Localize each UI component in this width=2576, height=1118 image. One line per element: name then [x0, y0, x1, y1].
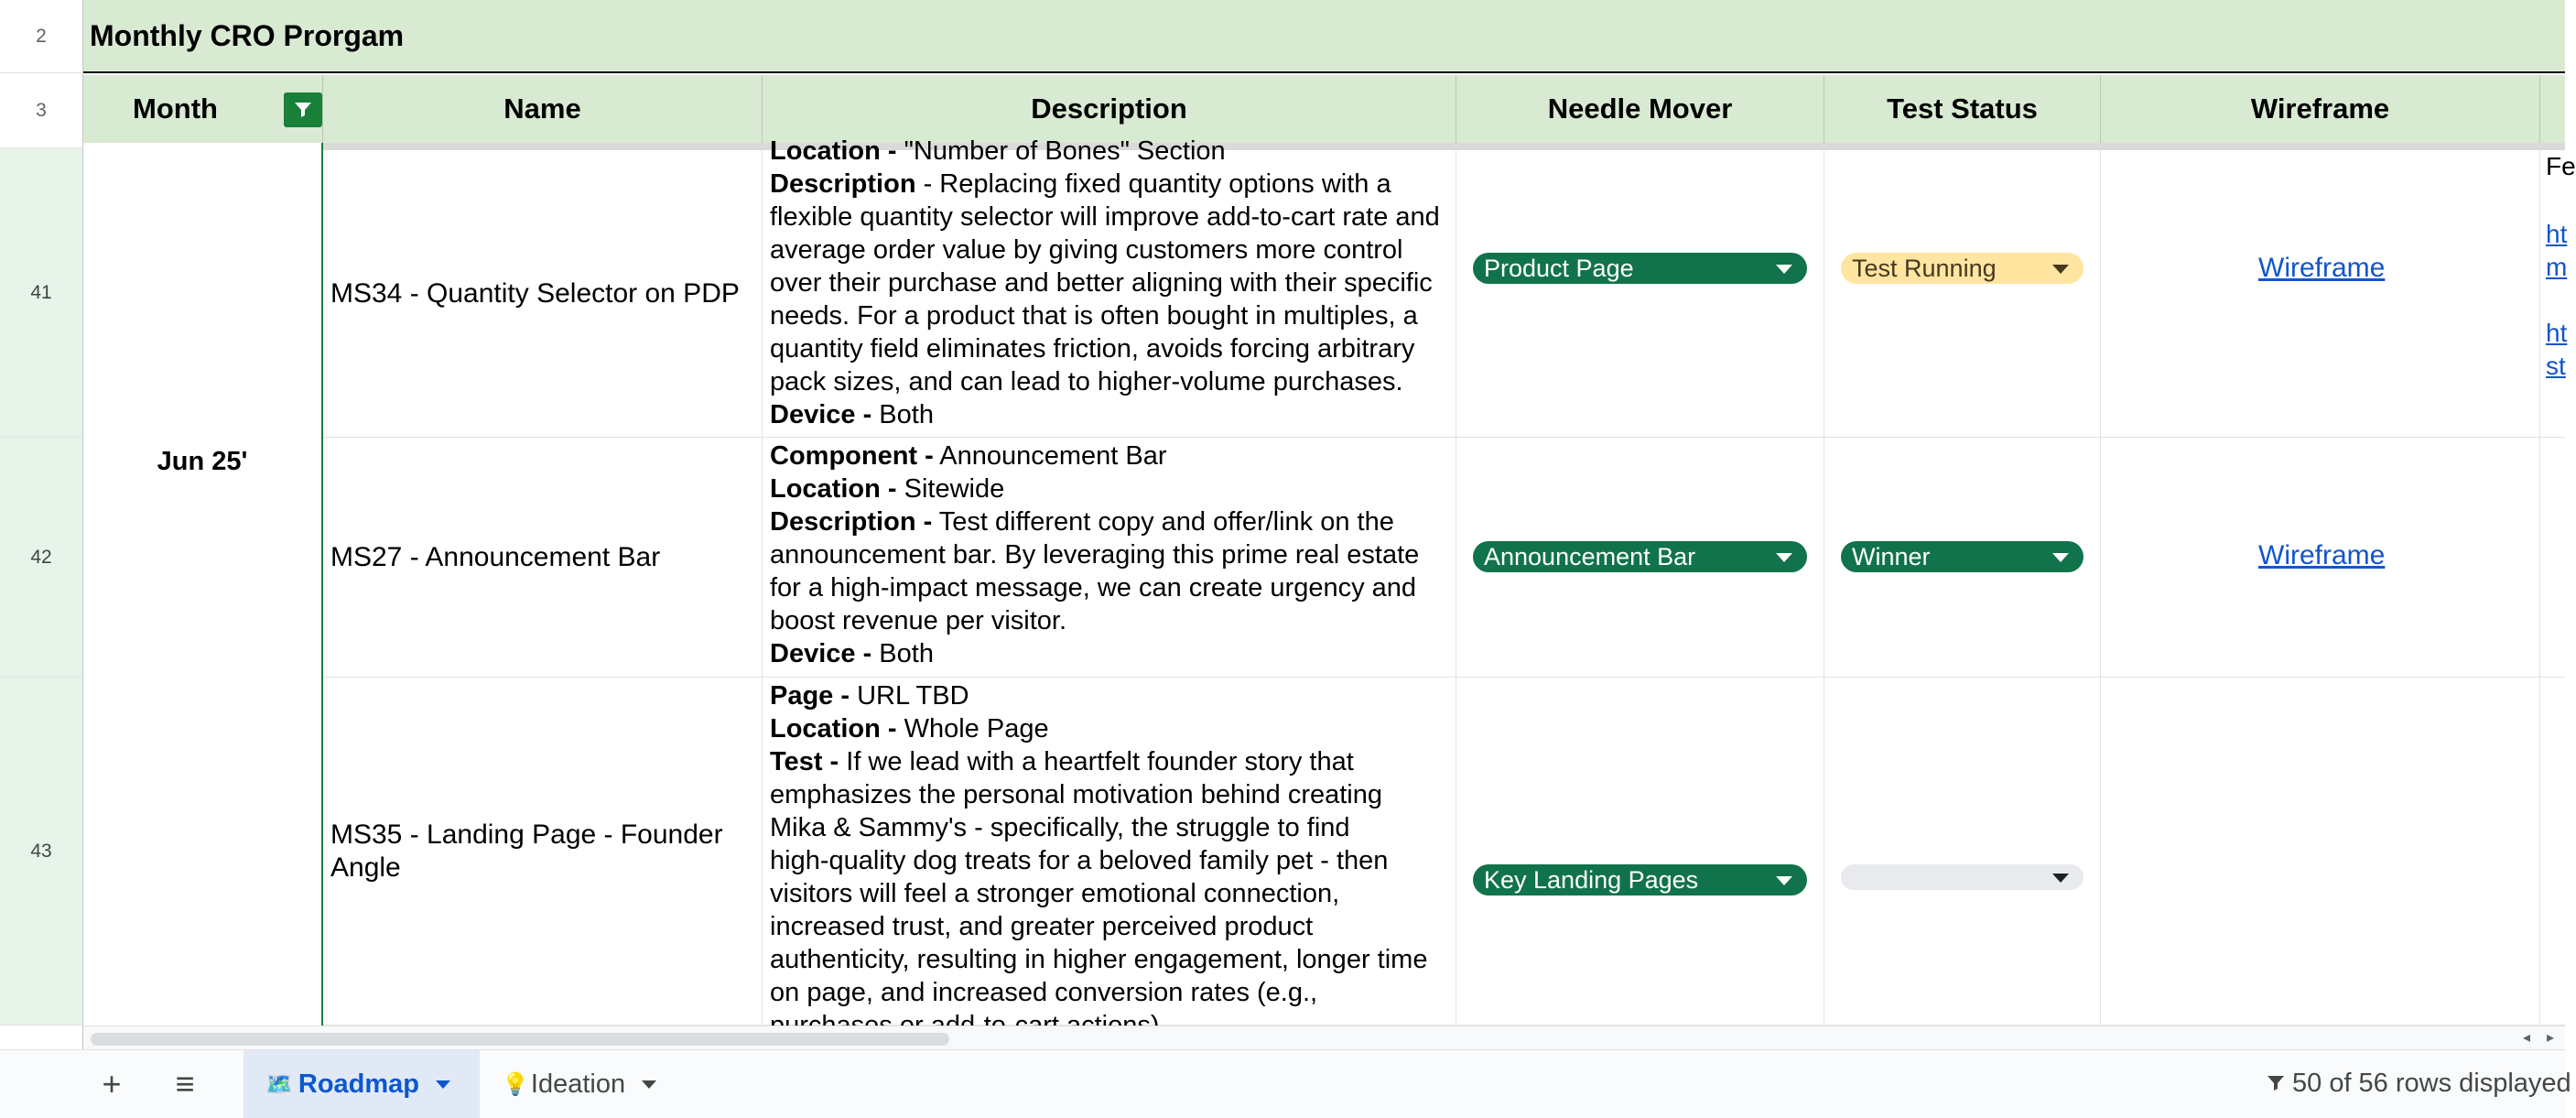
- scrollbar-thumb[interactable]: [91, 1033, 949, 1046]
- tab-ideation[interactable]: [480, 1050, 681, 1118]
- row-number-label: 43: [30, 840, 52, 862]
- description-line: quantity field eliminates friction, avoids forcing arbitrary: [770, 334, 1415, 364]
- description-body: [770, 679, 1448, 1042]
- next-column-cell-row-41[interactable]: [2540, 150, 2576, 438]
- sheet-title: Monthly CRO Prorgam: [90, 18, 405, 52]
- scroll-right-icon[interactable]: ▸: [2547, 1030, 2555, 1046]
- tab-ideation-label: Ideation: [530, 1069, 626, 1099]
- page-label: Page -: [770, 681, 850, 711]
- lightbulb-icon: 💡: [502, 1071, 529, 1097]
- description-label: Description: [770, 169, 916, 199]
- component-line: [770, 440, 1448, 472]
- description-line: [770, 505, 1448, 538]
- device-value: Both: [871, 400, 934, 429]
- device-value: Both: [871, 639, 934, 668]
- test-name-line: MS35 - Landing Page - Founder: [330, 819, 723, 850]
- row-number-label: 2: [36, 25, 47, 47]
- wireframe-link[interactable]: Wireframe: [2258, 253, 2386, 283]
- device-label: Device -: [770, 400, 872, 429]
- header-month-label: Month: [133, 92, 218, 125]
- description-line: needs. For a product that is often bought in multiples, a: [770, 301, 1418, 331]
- page-line: [770, 679, 1448, 712]
- header-needle-mover[interactable]: [1456, 75, 1824, 143]
- partial-link[interactable]: ht: [2546, 220, 2568, 248]
- header-test-status[interactable]: [1824, 75, 2101, 143]
- row-number-41[interactable]: [0, 148, 83, 438]
- next-column-cell-row-42[interactable]: [2540, 438, 2565, 678]
- needle-mover-value: Product Page: [1484, 254, 1634, 282]
- page-value: URL TBD: [850, 681, 969, 711]
- location-label: Location -: [770, 136, 897, 166]
- chevron-down-icon[interactable]: [436, 1080, 450, 1089]
- map-icon: 🗺️: [265, 1071, 293, 1097]
- test-line: visitors will feel a stronger emotional connection,: [770, 879, 1340, 908]
- partial-link[interactable]: st: [2546, 352, 2566, 380]
- test-line: high-quality dog treats for a beloved family pet - then: [770, 846, 1389, 875]
- test-status-dropdown[interactable]: [1841, 541, 2084, 572]
- needle-mover-dropdown[interactable]: [1473, 541, 1807, 572]
- test-name: MS27 - Announcement Bar: [330, 541, 661, 572]
- test-line: [770, 745, 1448, 778]
- row-number-42[interactable]: [0, 438, 83, 678]
- header-name[interactable]: [323, 75, 763, 143]
- description-body: [770, 440, 1448, 670]
- needle-mover-value: Key Landing Pages: [1484, 865, 1699, 894]
- test-name: [330, 819, 723, 885]
- name-cell-row-43[interactable]: [323, 678, 763, 1026]
- device-line: [770, 398, 1448, 431]
- dropdown-caret-icon: [1776, 265, 1792, 274]
- row-number-label: 41: [30, 281, 52, 303]
- partial-link[interactable]: ht: [2546, 319, 2568, 347]
- chevron-down-icon[interactable]: [642, 1080, 656, 1089]
- description-cell-row-41[interactable]: [763, 136, 1456, 438]
- description-cell-row-43[interactable]: [763, 678, 1456, 1026]
- description-line: flexible quantity selector will improve add-to-cart rate and: [770, 202, 1440, 232]
- header-description[interactable]: [763, 75, 1456, 143]
- frozen-divider[interactable]: [83, 143, 2565, 150]
- row-number-3[interactable]: [0, 73, 83, 148]
- wireframe-cell-row-43[interactable]: [2101, 678, 2540, 1026]
- test-status-cell-row-43[interactable]: [1824, 678, 2101, 1026]
- header-description-label: Description: [1031, 92, 1187, 125]
- dropdown-caret-icon: [1776, 553, 1792, 562]
- needle-mover-cell-row-42[interactable]: [1456, 438, 1824, 678]
- header-wireframe[interactable]: [2101, 75, 2540, 143]
- tab-roadmap-label: Roadmap: [298, 1069, 420, 1099]
- name-cell-row-42[interactable]: [323, 438, 763, 678]
- test-status-value: Winner: [1852, 542, 1931, 570]
- description-text: Test different copy and offer/link on the: [932, 507, 1394, 537]
- description-cut-line: [770, 135, 1226, 168]
- description-line: average order value by giving customers more control: [770, 235, 1403, 265]
- description-line: boost revenue per visitor.: [770, 606, 1067, 635]
- wireframe-cell-row-42[interactable]: [2101, 438, 2540, 678]
- wireframe-cell-row-41[interactable]: [2101, 150, 2540, 438]
- description-text: - Replacing fixed quantity options with a: [915, 169, 1391, 199]
- needle-mover-dropdown[interactable]: [1473, 864, 1807, 895]
- partial-link[interactable]: m: [2546, 253, 2568, 281]
- device-label: Device -: [770, 639, 872, 668]
- test-status-dropdown[interactable]: [1841, 864, 2084, 890]
- scroll-left-icon[interactable]: ◂: [2523, 1030, 2531, 1046]
- row-number-43[interactable]: [0, 678, 83, 1026]
- test-name-line: Angle: [330, 852, 401, 883]
- description-line: over their purchase and better aligning with their specific: [770, 268, 1433, 298]
- test-line: increased trust, and greater perceived product: [770, 912, 1314, 941]
- header-needle-mover-label: Needle Mover: [1547, 92, 1733, 125]
- location-line: [770, 712, 1448, 745]
- location-line: [770, 472, 1448, 505]
- test-status-value: Test Running: [1852, 254, 1997, 282]
- device-line: [770, 637, 1448, 670]
- description-line: for a high-impact message, we can create urgency and: [770, 573, 1417, 602]
- dropdown-caret-icon: [2052, 874, 2069, 883]
- dropdown-caret-icon: [2052, 265, 2069, 274]
- test-line: authenticity, resulting in higher engagement, longer time: [770, 945, 1428, 974]
- filter-icon: [2265, 1072, 2287, 1094]
- sheet-tab-bar: [0, 1049, 2565, 1118]
- location-value: "Number of Bones" Section: [896, 136, 1226, 166]
- dropdown-caret-icon: [1776, 876, 1792, 885]
- test-text: If we lead with a heartfelt founder story that: [839, 747, 1354, 776]
- test-line: emphasizes the personal motivation behind creating: [770, 780, 1383, 809]
- location-value: Whole Page: [896, 714, 1049, 744]
- needle-mover-cell-row-41[interactable]: [1456, 150, 1824, 438]
- month-value: Jun 25': [157, 447, 248, 476]
- header-test-status-label: Test Status: [1887, 92, 2038, 125]
- test-status-cell-row-42[interactable]: [1824, 438, 2101, 678]
- header-next-column[interactable]: [2540, 75, 2565, 143]
- description-line: pack sizes, and can lead to higher-volume purchases.: [770, 367, 1403, 396]
- description-cell-row-42[interactable]: [763, 438, 1456, 678]
- row-number-2[interactable]: [0, 0, 83, 73]
- location-label: Location -: [770, 474, 897, 504]
- location-value: Sitewide: [896, 474, 1005, 504]
- dropdown-caret-icon: [2052, 553, 2069, 562]
- filtered-rows-text: 50 of 56 rows displayed: [2292, 1068, 2571, 1098]
- row-number-label: 42: [30, 546, 52, 568]
- filter-funnel-glyph: [292, 99, 314, 121]
- component-label: Component -: [770, 441, 934, 471]
- needle-mover-value: Announcement Bar: [1484, 542, 1696, 570]
- test-status-dropdown[interactable]: [1841, 253, 2084, 284]
- component-value: Announcement Bar: [933, 441, 1167, 471]
- next-column-cell-row-43[interactable]: [2540, 678, 2565, 1026]
- partial-text: Fe: [2546, 152, 2576, 180]
- description-body: [770, 168, 1448, 431]
- wireframe-link[interactable]: Wireframe: [2258, 540, 2386, 570]
- header-name-label: Name: [503, 92, 581, 125]
- test-name: MS34 - Quantity Selector on PDP: [330, 277, 740, 309]
- test-label: Test -: [770, 747, 839, 776]
- all-sheets-button[interactable]: [157, 1050, 212, 1118]
- add-sheet-button[interactable]: [84, 1050, 139, 1118]
- description-label: Description -: [770, 507, 933, 537]
- description-line: [770, 168, 1448, 201]
- location-label: Location -: [770, 714, 897, 744]
- name-cell-row-41[interactable]: [323, 150, 763, 438]
- row-number-label: 3: [36, 99, 47, 121]
- gutter-corner: [0, 1026, 83, 1049]
- description-line: announcement bar. By leveraging this prime real estate: [770, 540, 1420, 570]
- hamburger-icon: ≡: [175, 1065, 195, 1102]
- needle-mover-dropdown[interactable]: [1473, 253, 1807, 284]
- test-line: Mika & Sammy's - specifically, the struggle to find: [770, 813, 1350, 842]
- needle-mover-cell-row-43[interactable]: [1456, 678, 1824, 1026]
- sheet-title-cell[interactable]: [83, 0, 2565, 73]
- plus-icon: +: [102, 1065, 122, 1102]
- tab-roadmap[interactable]: [244, 1050, 480, 1118]
- month-cell[interactable]: [83, 143, 323, 1026]
- horizontal-scrollbar[interactable]: [83, 1026, 2565, 1050]
- test-status-cell-row-41[interactable]: [1824, 150, 2101, 438]
- test-line: on page, and increased conversion rates (e.g.,: [770, 978, 1318, 1007]
- header-wireframe-label: Wireframe: [2250, 92, 2390, 125]
- filtered-rows-status[interactable]: [2265, 1049, 2571, 1117]
- filter-icon[interactable]: [284, 92, 322, 127]
